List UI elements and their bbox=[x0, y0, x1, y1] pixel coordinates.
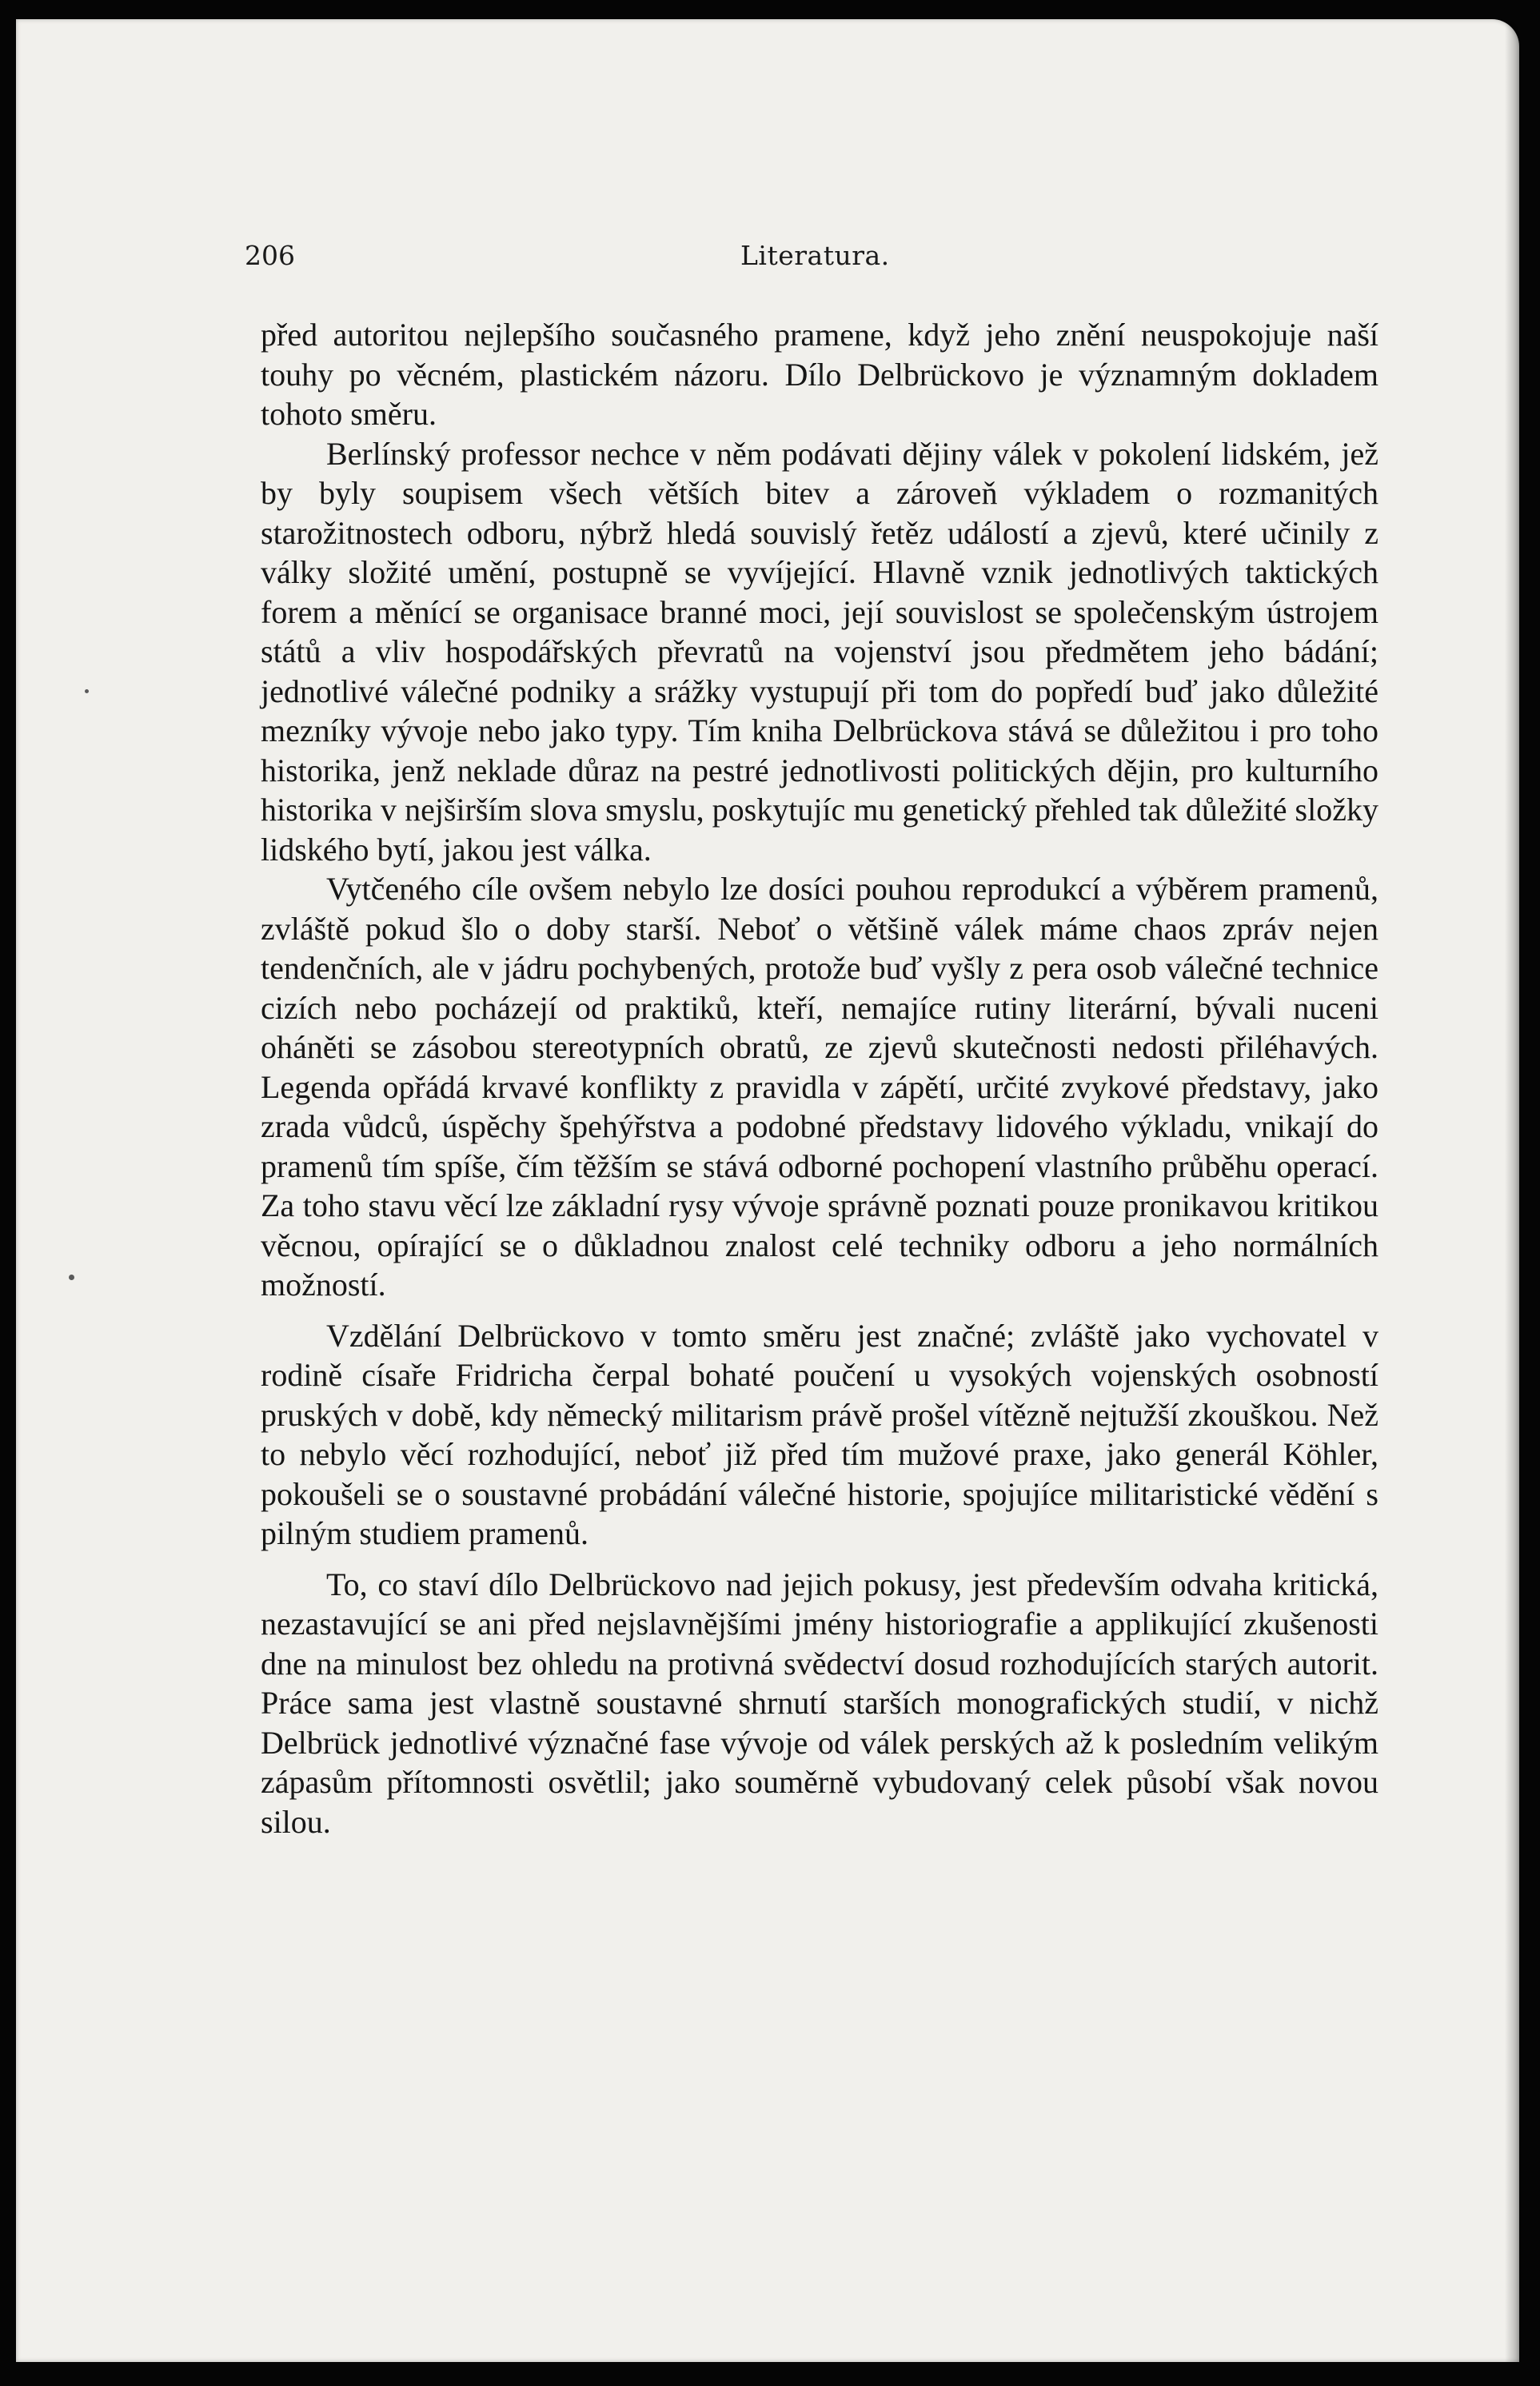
page-number: 206 bbox=[245, 240, 295, 271]
book-page bbox=[16, 19, 1519, 2362]
page-edge-shadow bbox=[1505, 19, 1519, 2362]
paragraph-3: Vytčeného cíle ovšem nebylo lze dosíci pouhou reprodukcí a výběrem pramenů, zvláště pokud šlo o doby starší. Neboť o většině válek máme chaos zpráv nejen tendenčních, ale v jádru pochybených, protože buď vyšly z pera osob válečné technice cizích nebo pocházejí od praktiků, kteří, nemajíce rutiny literární, bývali nuceni oháněti se zásobou stereotypních obratů, ze zjevů skutečnosti nedosti přiléhavých. Legenda opřádá krvavé konflikty z pravidla v zápětí, určité zvykové představy, jako zrada vůdců, úspěchy špehýřstva a podobné představy lidového výkladu, vnikají do pramenů tím spíše, čím těžším se stává odborné pochopení vlastního průběhu operací. Za toho stavu věcí lze základní rysy vývoje správně poznati pouze pronikavou kritikou věcnou, opírající se o důkladnou znalost celé techniky odboru a jeho normálních možností. bbox=[261, 871, 1378, 1303]
paragraph-1: před autoritou nejlepšího současného pramene, když jeho znění neuspokojuje naší touhy po věcném, plastickém názoru. Dílo Delbrückovo je významným dokladem tohoto směru. bbox=[261, 317, 1378, 432]
body-text bbox=[261, 315, 1378, 1841]
paragraph-4: Vzdělání Delbrückovo v tomto směru jest značné; zvláště jako vychovatel v rodině císaře Fridricha čerpal bohaté poučení u vysokých vojenských osobností pruských v době, kdy německý militarism právě prošel vítězně nejtužší zkouškou. Než to nebylo věcí rozhodující, neboť již před tím mužové praxe, jako generál Köhler, pokoušeli se o soustavné probádání válečné historie, spojujíce militaristické vědění s pilným studiem pramenů. bbox=[261, 1317, 1378, 1551]
running-title: Literatura. bbox=[740, 240, 890, 271]
paragraph-2: Berlínský professor nechce v něm podávati dějiny válek v pokolení lidském, jež by byly soupisem všech větších bitev a zároveň výkladem o rozmanitých starožitnostech odboru, nýbrž hledá souvislý řetěz událostí a zjevů, které učinily z války složité umění, postupně se vyvíjející. Hlavně vznik jednotlivých taktických forem a měnící se organisace branné moci, její souvislost se společenským ústrojem států a vliv hospodářských převratů na vojenství jsou předmětem jeho bádání; jednotlivé válečné podniky a srážky vystupují při tom do popředí buď jako důležité mezníky vývoje nebo jako typy. Tím kniha Delbrückova stává se důležitou i pro toho historika, jenž neklade důraz na pestré jednotlivosti politických dějin, pro kulturního historika v nejširším slova smyslu, poskytujíc mu genetický přehled tak důležité složky lidského bytí, jakou jest válka. bbox=[261, 435, 1378, 868]
scan-speck bbox=[69, 1275, 74, 1280]
scan-speck bbox=[85, 689, 89, 693]
paragraph-5: To, co staví dílo Delbrückovo nad jejich pokusy, jest především odvaha kritická, nezastavující se ani před nejslavnějšími jmény historiografie a applikující zkušenosti dne na minulost bez ohledu na protivná svědectví dosud rozhodujících starých autorit. Práce sama jest vlastně soustavné shrnutí starších monografických studií, v nichž Delbrück jednotlivé význačné fase vývoje od válek perských až k posledním velikým zápasům přítomnosti osvětlil; jako souměrně vybudovaný celek působí však novou silou. bbox=[261, 1566, 1378, 1840]
page-header bbox=[245, 240, 1374, 278]
